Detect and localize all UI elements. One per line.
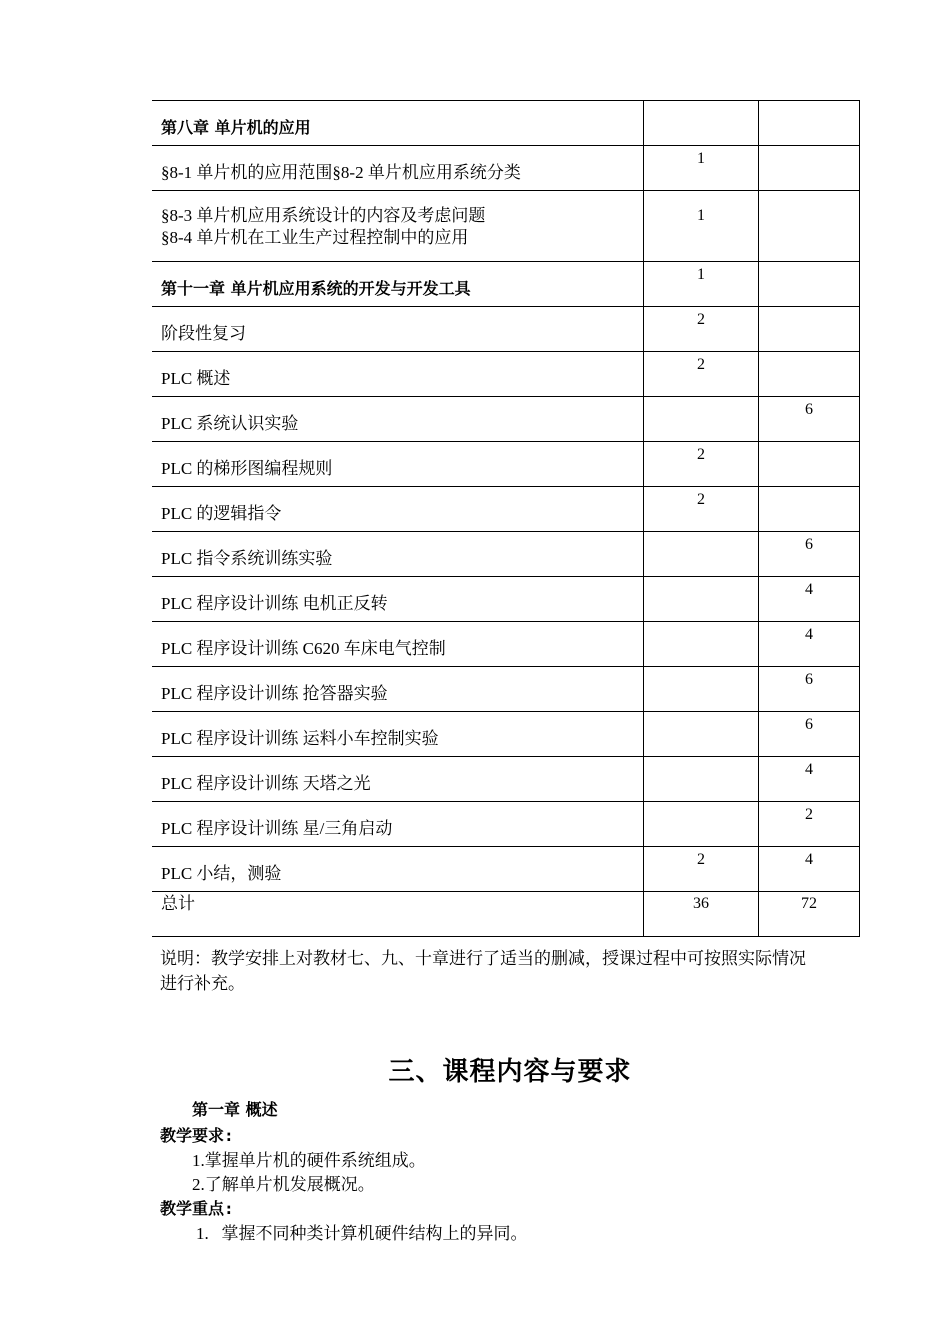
lab-hours-cell [759,307,860,352]
row-title: PLC 指令系统训练实验 [161,549,333,568]
lecture-hours: 2 [697,491,705,508]
row-title: PLC 程序设计训练 C620 车床电气控制 [161,639,446,658]
lab-hours [759,307,859,309]
lecture-hours [644,397,758,399]
lecture-hours: 2 [697,851,705,868]
lecture-hours [644,802,758,804]
lecture-hours-cell [644,101,759,146]
row-title: PLC 程序设计训练 运料小车控制实验 [161,729,439,748]
lab-hours-cell [759,146,860,191]
table-row [152,532,860,577]
lecture-hours: 1 [697,207,705,224]
lab-hours: 6 [805,401,813,418]
lecture-hours [644,101,758,103]
lecture-hours-cell [644,487,759,532]
row-title-line2: §8-4 单片机在工业生产过程控制中的应用 [161,228,469,247]
lab-hours [759,487,859,489]
lab-hours-cell [759,622,860,667]
lab-hours-cell [759,847,860,892]
lab-hours [759,352,859,354]
lab-hours-cell [759,191,860,262]
row-title-cell [152,532,644,577]
section-title: 三、课程内容与要求 [388,1057,632,1087]
lecture-hours-cell [644,757,759,802]
table-row [152,191,860,262]
row-title-cell [152,667,644,712]
note-line-2: 进行补充。 [160,974,245,993]
row-title-cell [152,577,644,622]
lecture-hours [644,757,758,759]
chapter-title: 第一章 概述 [192,1100,278,1119]
row-title-cell [152,802,644,847]
lecture-hours: 1 [697,266,705,283]
table-row [152,101,860,146]
row-title-cell [152,487,644,532]
lecture-hours-cell [644,307,759,352]
lecture-hours-cell [644,262,759,307]
lecture-hours [644,577,758,579]
lab-hours [759,191,859,193]
lab-hours: 4 [805,761,813,778]
lab-hours-cell [759,712,860,757]
lecture-hours-cell [644,532,759,577]
lecture-hours-cell [644,712,759,757]
requirement-item: 1.掌握单片机的硬件系统组成。 [192,1151,426,1170]
lecture-hours [644,622,758,624]
row-title: §8-1 单片机的应用范围§8-2 单片机应用系统分类 [161,163,521,182]
lab-hours: 4 [805,626,813,643]
table-row [152,352,860,397]
lecture-hours: 2 [697,446,705,463]
table-row [152,307,860,352]
lecture-hours: 1 [697,150,705,167]
lecture-hours-cell [644,577,759,622]
lecture-hours-cell [644,146,759,191]
lab-hours-cell [759,442,860,487]
schedule-body [152,101,860,937]
lecture-hours-cell [644,442,759,487]
row-title: 第十一章 单片机应用系统的开发与开发工具 [161,279,471,298]
key-points-label: 教学重点: [160,1199,234,1218]
lab-hours [759,101,859,103]
lecture-hours: 2 [697,356,705,373]
row-title-cell [152,191,644,262]
row-title: PLC 概述 [161,369,231,388]
total-lecture-hours: 36 [693,895,709,912]
table-row [152,757,860,802]
key-point-item: 1. 掌握不同种类计算机硬件结构上的异同。 [196,1224,528,1243]
lab-hours: 2 [805,806,813,823]
row-title-cell [152,757,644,802]
row-title-cell [152,101,644,146]
lab-hours: 4 [805,851,813,868]
row-title: PLC 程序设计训练 天塔之光 [161,774,371,793]
row-title-cell [152,146,644,191]
lab-hours [759,146,859,148]
total-row [152,892,860,937]
total-lab-cell [759,892,860,937]
row-title: 第八章 单片机的应用 [161,118,311,137]
lab-hours-cell [759,262,860,307]
lecture-hours [644,712,758,714]
table-row [152,847,860,892]
lab-hours-cell [759,802,860,847]
table-row [152,262,860,307]
lecture-hours [644,667,758,669]
total-lab-hours: 72 [801,895,817,912]
row-title-cell [152,622,644,667]
row-title-cell [152,307,644,352]
lecture-hours-cell [644,352,759,397]
lecture-hours-cell [644,397,759,442]
table-row [152,487,860,532]
table-row [152,712,860,757]
row-title: PLC 的梯形图编程规则 [161,459,333,478]
lab-hours-cell [759,577,860,622]
lab-hours-cell [759,757,860,802]
lecture-hours-cell [644,847,759,892]
lab-hours [759,442,859,444]
lab-hours: 6 [805,716,813,733]
lecture-hours: 2 [697,311,705,328]
lab-hours: 4 [805,581,813,598]
row-title: PLC 系统认识实验 [161,414,299,433]
table-row [152,802,860,847]
lab-hours-cell [759,397,860,442]
note-line-1: 说明：教学安排上对教材七、九、十章进行了适当的删减，授课过程中可按照实际情况 [160,949,806,968]
table-row [152,146,860,191]
row-title: PLC 程序设计训练 抢答器实验 [161,684,388,703]
row-title-cell [152,262,644,307]
row-title: §8-3 单片机应用系统设计的内容及考虑问题 [161,206,486,225]
lab-hours-cell [759,352,860,397]
schedule-note [160,946,860,996]
table-row [152,442,860,487]
total-label: 总计 [161,894,195,913]
lab-hours-cell [759,532,860,577]
row-title-cell [152,397,644,442]
total-title-cell [152,892,644,937]
requirements-label: 教学要求: [160,1126,234,1145]
row-title: PLC 的逻辑指令 [161,504,282,523]
lab-hours-cell [759,101,860,146]
requirement-item: 2.了解单片机发展概况。 [192,1175,375,1194]
row-title: PLC 程序设计训练 电机正反转 [161,594,388,613]
lab-hours: 6 [805,671,813,688]
lecture-hours-cell [644,667,759,712]
row-title-cell [152,712,644,757]
lab-hours-cell [759,667,860,712]
row-title: PLC 小结，测验 [161,864,282,883]
row-title-cell [152,847,644,892]
lecture-hours [644,532,758,534]
table-row [152,577,860,622]
lab-hours: 6 [805,536,813,553]
total-lecture-cell [644,892,759,937]
table-row [152,667,860,712]
row-title: PLC 程序设计训练 星/三角启动 [161,819,393,838]
row-title: 阶段性复习 [161,324,246,343]
lab-hours-cell [759,487,860,532]
table-row [152,622,860,667]
lecture-hours-cell [644,191,759,262]
lab-hours [759,262,859,264]
table-row [152,397,860,442]
row-title-cell [152,352,644,397]
lecture-hours-cell [644,622,759,667]
lecture-hours-cell [644,802,759,847]
schedule-table [152,100,860,937]
row-title-cell [152,442,644,487]
